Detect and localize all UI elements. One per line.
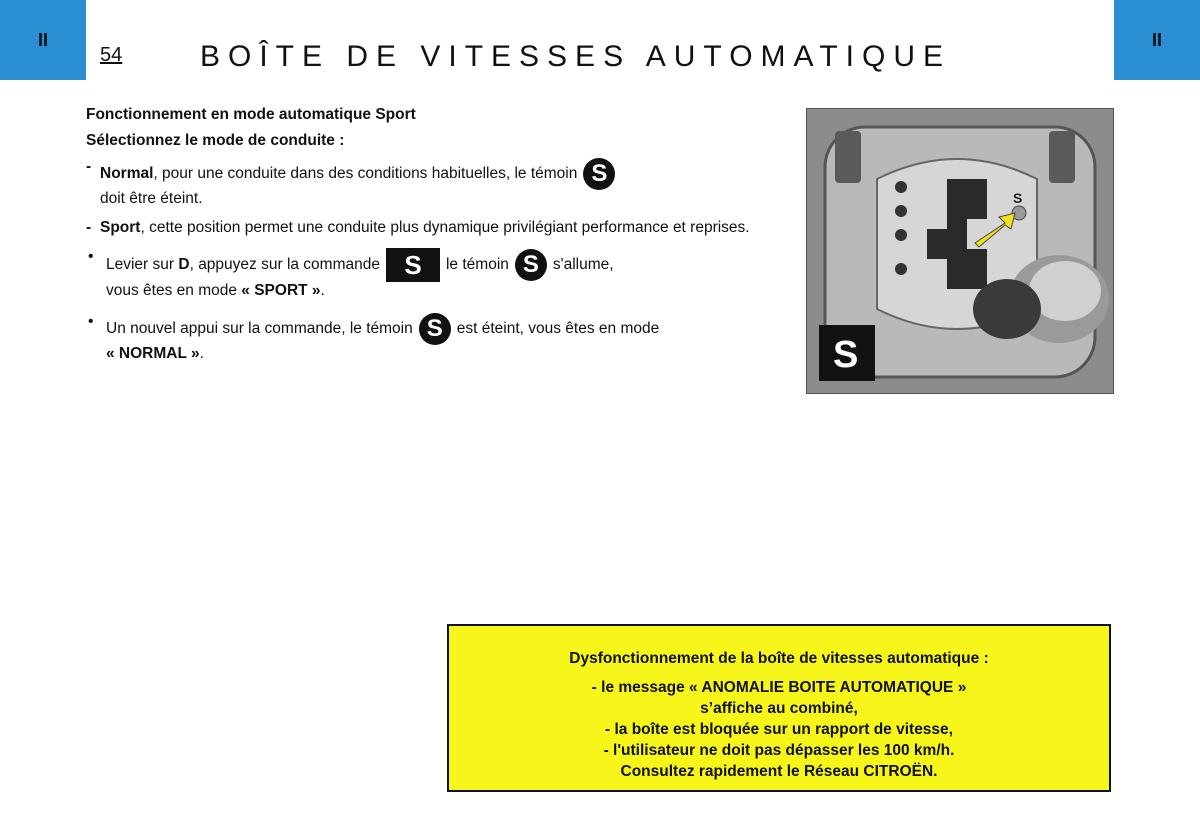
bullet-text: s'allume, xyxy=(552,256,614,274)
normal-label: Normal xyxy=(100,165,154,183)
bullet-text: Un nouvel appui sur la commande, le témoin xyxy=(106,320,413,338)
bullet-text: Levier sur xyxy=(106,256,179,274)
sport-indicator-icon: S xyxy=(515,249,547,281)
warning-box xyxy=(447,624,1111,792)
bullet-text: , appuyez sur la commande xyxy=(189,256,380,274)
warning-line: - le message « ANOMALIE BOITE AUTOMATIQUE » s’affiche au combiné, xyxy=(591,679,967,717)
chapter-tab-left xyxy=(0,0,86,80)
page-number: 54 xyxy=(100,44,123,66)
sport-button-letter: S xyxy=(833,334,859,376)
bullet-item-normal xyxy=(86,313,760,362)
sport-label: Sport xyxy=(100,219,141,236)
main-content xyxy=(86,106,760,376)
bullet-item-sport xyxy=(86,248,760,299)
gear-selector-illustration xyxy=(807,109,1113,393)
bullet-text: le témoin xyxy=(445,256,509,274)
chapter-tab-right xyxy=(1114,0,1200,80)
warning-line: Consultez rapidement le Réseau CITROËN. xyxy=(620,763,938,780)
normal-mode-label: « NORMAL » xyxy=(106,345,200,362)
sport-mode-item xyxy=(86,219,760,236)
gear-s-label: S xyxy=(1013,190,1023,206)
sport-text: , cette position permet une conduite plus dynamique privilégiant performance et reprises. xyxy=(140,219,750,236)
bullet-mark: • xyxy=(88,248,94,265)
bullet-mark: • xyxy=(88,313,94,330)
chapter-tab-label: II xyxy=(1151,29,1162,50)
dash-mark: - xyxy=(86,219,92,236)
dash-mark: - xyxy=(86,158,92,175)
normal-text: , pour une conduite dans des conditions habituelles, le xyxy=(153,165,531,183)
warning-title: Dysfonctionnement de la boîte de vitesses automatique : xyxy=(569,650,989,667)
warning-line: - la boîte est bloquée sur un rapport de vitesse, xyxy=(605,721,953,738)
normal-mode-item xyxy=(86,158,760,207)
gear-selector-photo xyxy=(806,108,1114,394)
sport-mode-label: « SPORT » xyxy=(241,282,321,299)
bullet-text: vous êtes en mode xyxy=(106,282,242,299)
section-subheading: Sélectionnez le mode de conduite : xyxy=(86,132,345,149)
warning-line: - l'utilisateur ne doit pas dépasser les 100 km/h. xyxy=(603,742,955,759)
sport-indicator-icon: S xyxy=(583,158,615,190)
punctuation: . xyxy=(320,282,325,299)
punctuation: . xyxy=(199,345,204,362)
bullet-text: est éteint, vous êtes en mode xyxy=(456,320,660,338)
chapter-tab-label: II xyxy=(37,29,48,50)
sport-indicator-icon: S xyxy=(419,313,451,345)
page-title: BOÎTE DE VITESSES AUTOMATIQUE xyxy=(200,40,951,73)
temoin-text: témoin xyxy=(530,165,578,183)
normal-text-end: doit être éteint. xyxy=(100,190,203,207)
sport-button-icon: S xyxy=(386,248,440,282)
gear-d-label: D xyxy=(178,256,190,274)
section-heading: Fonctionnement en mode automatique Sport xyxy=(86,106,416,123)
